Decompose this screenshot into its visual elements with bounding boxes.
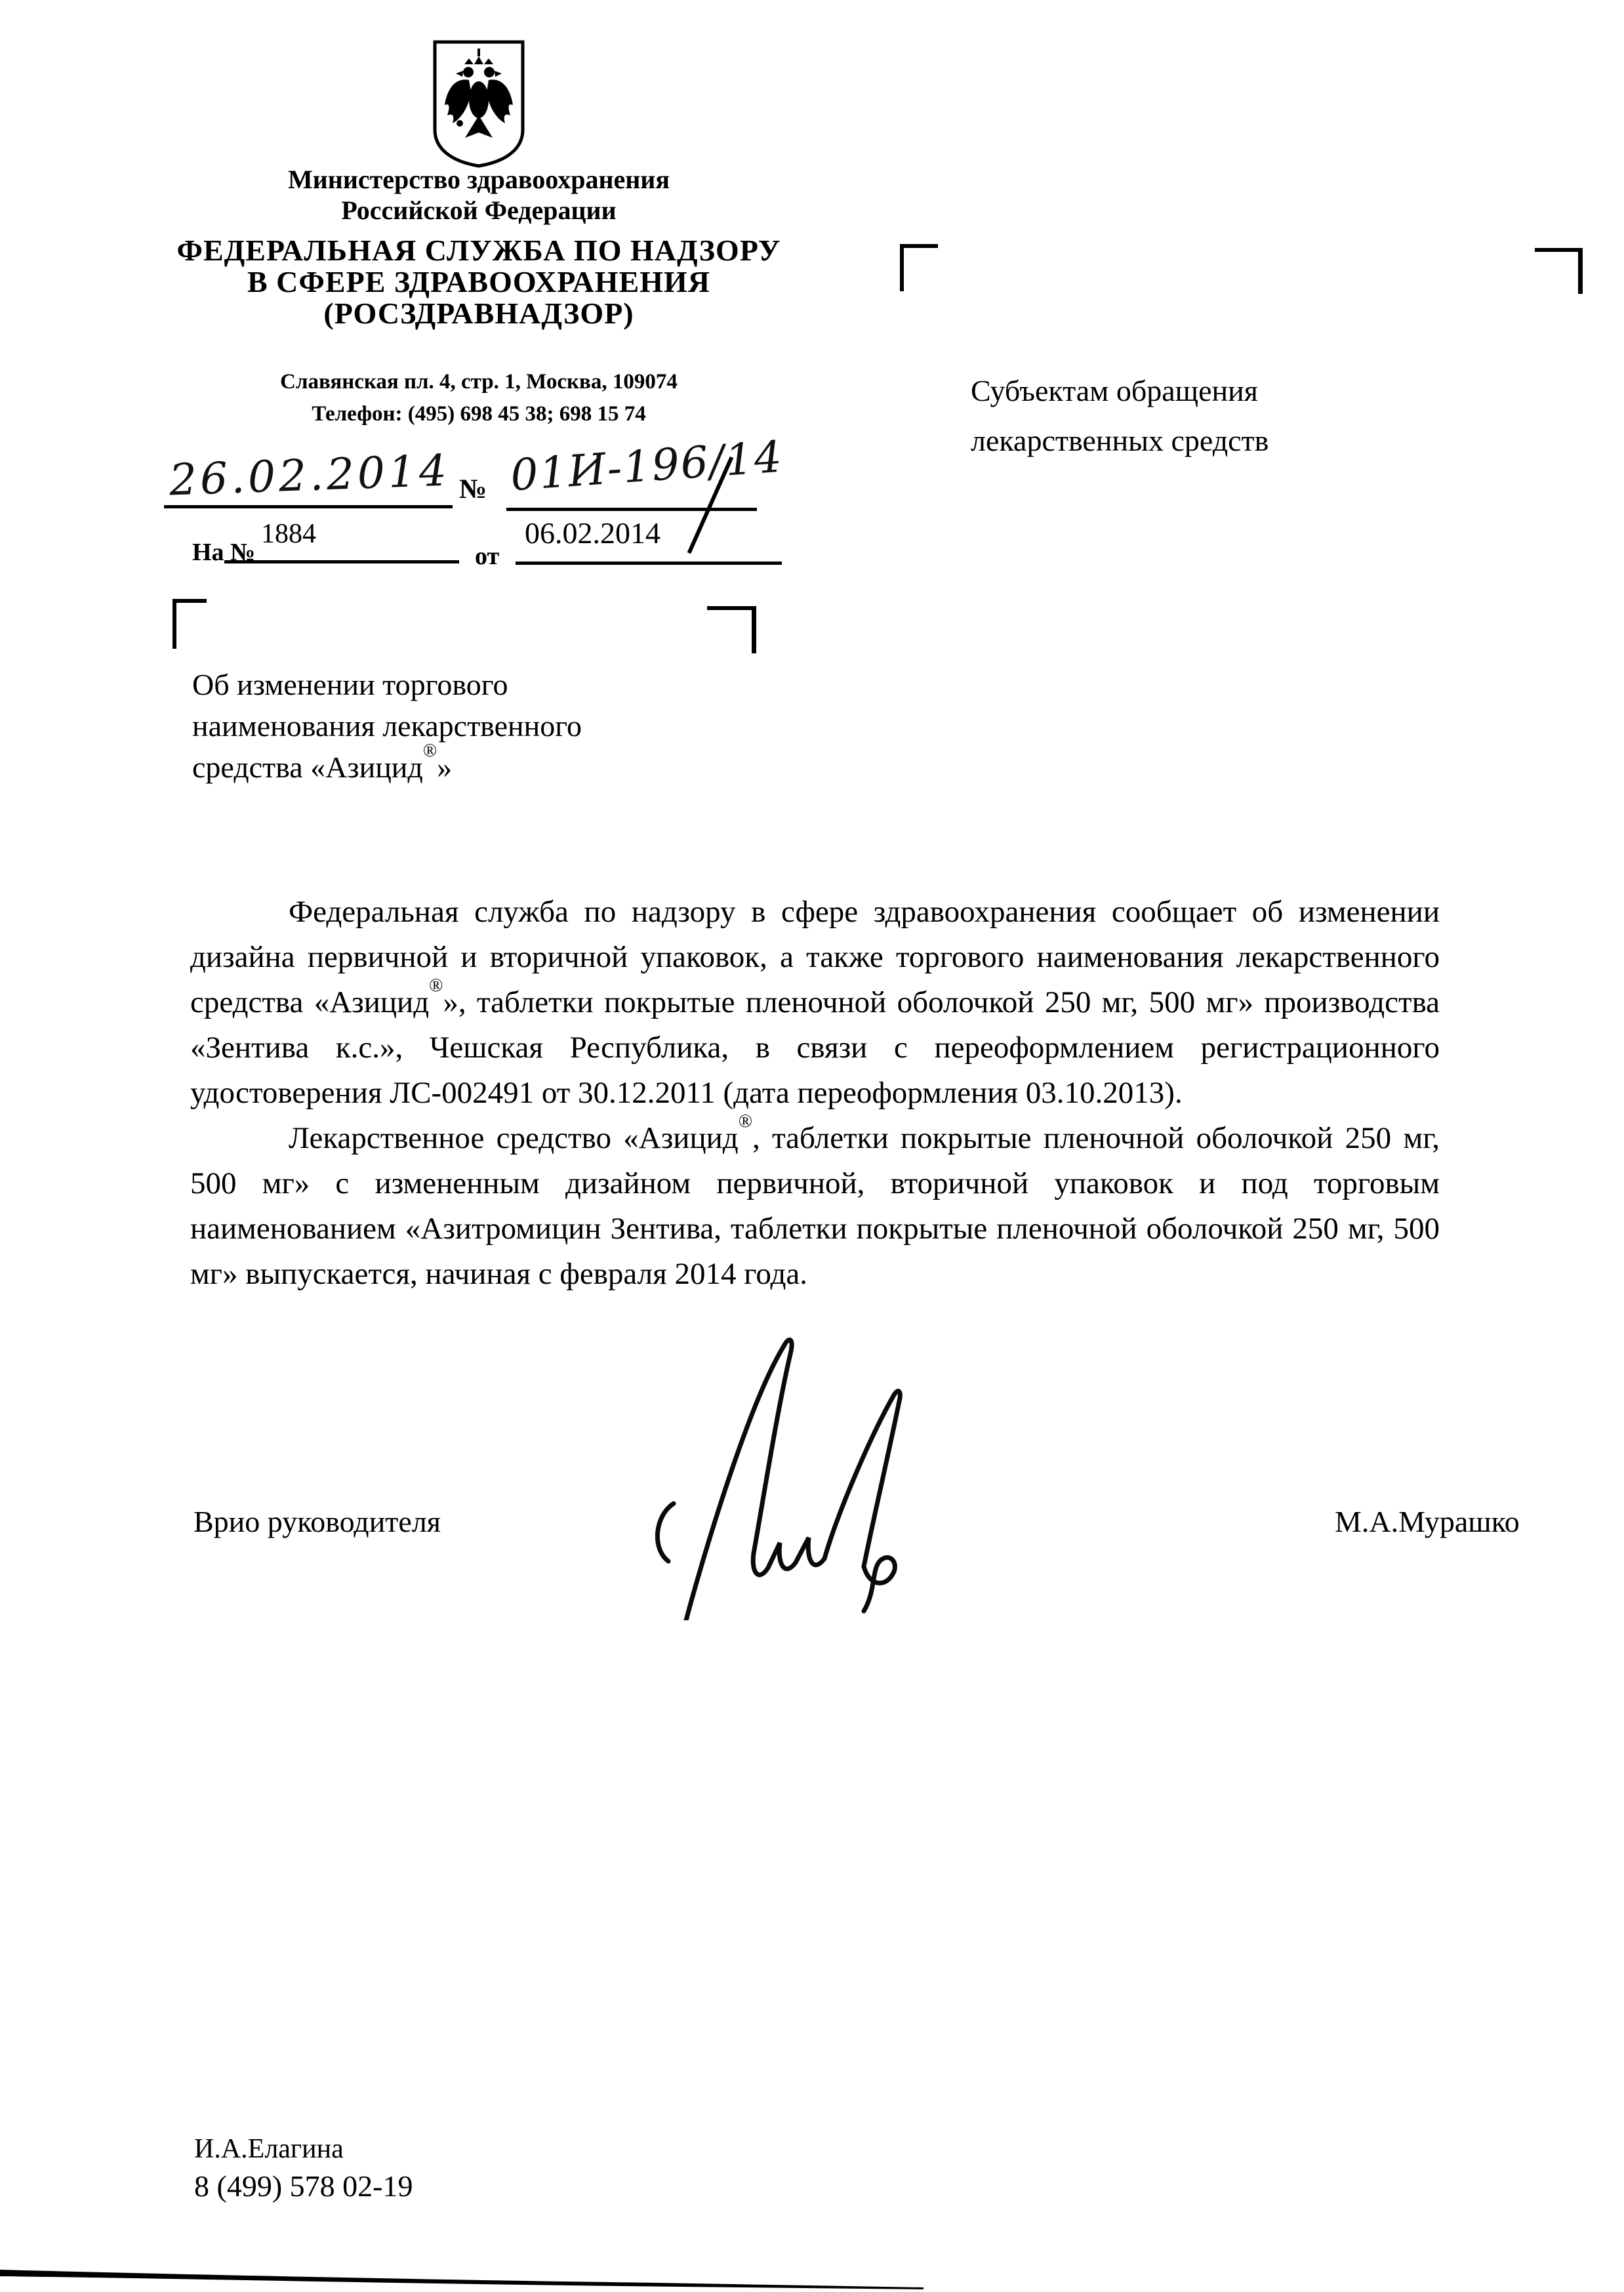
subject-line2: наименования лекарственного bbox=[192, 709, 582, 743]
recipient-line2: лекарственных средств bbox=[971, 424, 1269, 457]
ministry-line2: Российской Федерации bbox=[341, 195, 617, 225]
executor-phone: 8 (499) 578 02-19 bbox=[194, 2169, 413, 2203]
subject-corner-mark-right bbox=[707, 606, 756, 653]
reply-to-label: На № bbox=[192, 539, 256, 566]
subject-line3: средства «Азицид®» bbox=[192, 741, 453, 784]
handwritten-date: 26.02.2014 bbox=[168, 445, 451, 506]
postal-address: Славянская пл. 4, стр. 1, Москва, 109074 bbox=[280, 370, 678, 394]
phone-line: Телефон: (495) 698 45 38; 698 15 74 bbox=[312, 402, 646, 426]
body-paragraph-2: Лекарственное средство «Азицид®, таблетки покрытые пленочной оболочкой 250 мг, 500 мг» с измененным дизайном первичной, вторичной упаковок и под торговым наименованием «Азитромицин Зентива, таблетки покрытые пленочной оболочкой 250 мг, 500 мг» выпускается, начиная с февраля 2014 года. bbox=[190, 1111, 1440, 1291]
recipient-corner-mark-left bbox=[900, 244, 938, 291]
ministry-name bbox=[184, 164, 774, 226]
handwritten-signature bbox=[639, 1332, 1033, 1620]
service-line2: В СФЕРЕ ЗДРАВООХРАНЕНИЯ bbox=[247, 265, 710, 298]
reply-number-underline bbox=[224, 518, 459, 563]
recipient-block bbox=[971, 366, 1279, 466]
letter-body bbox=[190, 890, 1440, 1297]
executor-name: И.А.Елагина bbox=[194, 2134, 344, 2164]
signer-name: М.А.Мурашко bbox=[1335, 1505, 1520, 1538]
registered-trademark-symbol: ® bbox=[429, 975, 443, 996]
russia-coat-of-arms-icon bbox=[430, 39, 528, 169]
scan-edge-artifact bbox=[0, 2266, 1624, 2292]
reply-number: 1884 bbox=[261, 519, 316, 549]
subject-corner-mark-left bbox=[173, 599, 207, 649]
from-label: от bbox=[475, 542, 500, 570]
registered-trademark-symbol: ® bbox=[422, 741, 437, 762]
recipient-corner-mark-right bbox=[1535, 248, 1583, 294]
signer-position-title: Врио руководителя bbox=[193, 1505, 441, 1538]
handwritten-outgoing-number: 01И-196/14 bbox=[508, 431, 785, 501]
service-line3: (РОСЗДРАВНАДЗОР) bbox=[323, 297, 634, 330]
body-paragraph-1: Федеральная служба по надзору в сфере здравоохранения сообщает об изменении дизайна первичной и вторичной упаковок, а также торгового наименования лекарственного средства «Азицид®», таблетки покрытые пленочной оболочкой 250 мг, 500 мг» производства «Зентива к.с.», Чешская Республика, в связи с переоформлением регистрационного удостоверения ЛС-002491 от 30.12.2011 (дата переоформления 03.10.2013). bbox=[190, 895, 1440, 1110]
registered-trademark-symbol: ® bbox=[738, 1111, 752, 1132]
contact-block bbox=[184, 366, 774, 430]
service-line1: ФЕДЕРАЛЬНАЯ СЛУЖБА ПО НАДЗОРУ bbox=[176, 234, 781, 267]
number-sign: № bbox=[459, 474, 487, 504]
reply-date: 06.02.2014 bbox=[525, 516, 660, 550]
ministry-line1: Министерство здравоохранения bbox=[288, 165, 670, 194]
recipient-line1: Субъектам обращения bbox=[971, 374, 1258, 407]
subject-block bbox=[192, 664, 704, 788]
service-name bbox=[144, 235, 813, 329]
subject-line1: Об изменении торгового bbox=[192, 668, 508, 701]
